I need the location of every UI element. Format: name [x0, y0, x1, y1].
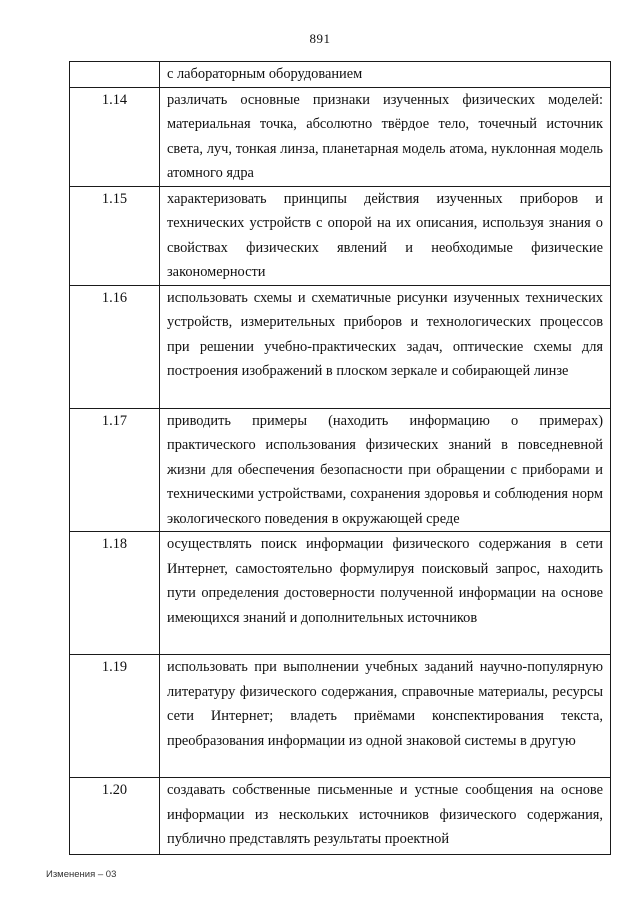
- row-number-cell: [70, 62, 160, 88]
- table-row: [70, 285, 611, 408]
- table-row: [70, 408, 611, 532]
- row-text-cell: [160, 285, 611, 408]
- requirement-text: использовать при выполнении учебных заданий научно-популярную литературу физического содержания, справочные материалы, ресурсы сети Интернет; владеть приёмами конспектирования текста, преобразования информации из одной знаковой системы в другую: [167, 659, 603, 749]
- row-text-cell: [160, 186, 611, 285]
- requirement-text: различать основные признаки изученных физических моделей: материальная точка, абсолютно твёрдое тело, точечный источник света, луч, тонкая линза, планетарная модель атома, нуклонная модель атомного ядра: [167, 91, 603, 181]
- row-number-cell: 1.14: [70, 87, 160, 186]
- row-number-cell: 1.18: [70, 532, 160, 655]
- requirement-text: использовать схемы и схематичные рисунки изученных технических устройств, измерительных приборов и технологических процессов при решении учебно-практических задач, оптические схемы для построения изображений в плоском зеркале и собирающей линзе: [167, 289, 603, 379]
- row-number-cell: 1.16: [70, 285, 160, 408]
- requirement-text: характеризовать принципы действия изученных приборов и технических устройств с опорой на их описания, используя знания о свойствах физических явлений и необходимые физические закономерности: [167, 190, 603, 280]
- table-row: [70, 532, 611, 655]
- requirement-text: с лабораторным оборудованием: [167, 66, 363, 82]
- table-row: [70, 655, 611, 778]
- row-text-cell: [160, 62, 611, 88]
- requirement-text: создавать собственные письменные и устные сообщения на основе информации из нескольких источников физического содержания, публично представлять результаты проектной: [167, 782, 603, 847]
- footer-revision-note: Изменения – 03: [46, 869, 117, 880]
- row-number-cell: 1.20: [70, 778, 160, 855]
- row-number-cell: 1.17: [70, 408, 160, 532]
- row-text-cell: [160, 532, 611, 655]
- row-text-cell: [160, 655, 611, 778]
- table-row: [70, 87, 611, 186]
- requirement-text: приводить примеры (находить информацию о примерах) практического использования физических знаний в повседневной жизни для обеспечения безопасности при обращении с приборами и техническими устройствами, сохранения здоровья и соблюдения норм экологического поведения в окружающей среде: [167, 412, 603, 527]
- requirements-table: [69, 61, 611, 855]
- page-number: 891: [309, 31, 331, 46]
- row-text-cell: [160, 408, 611, 532]
- table-row: [70, 778, 611, 855]
- row-number-cell: 1.19: [70, 655, 160, 778]
- table-row: [70, 186, 611, 285]
- row-text-cell: [160, 87, 611, 186]
- requirement-text: осуществлять поиск информации физического содержания в сети Интернет, самостоятельно формулируя поисковый запрос, находить пути определения достоверности полученной информации на основе имеющихся знаний и дополнительных источников: [167, 536, 603, 626]
- row-text-cell: [160, 778, 611, 855]
- table-row: [70, 62, 611, 88]
- row-number-cell: 1.15: [70, 186, 160, 285]
